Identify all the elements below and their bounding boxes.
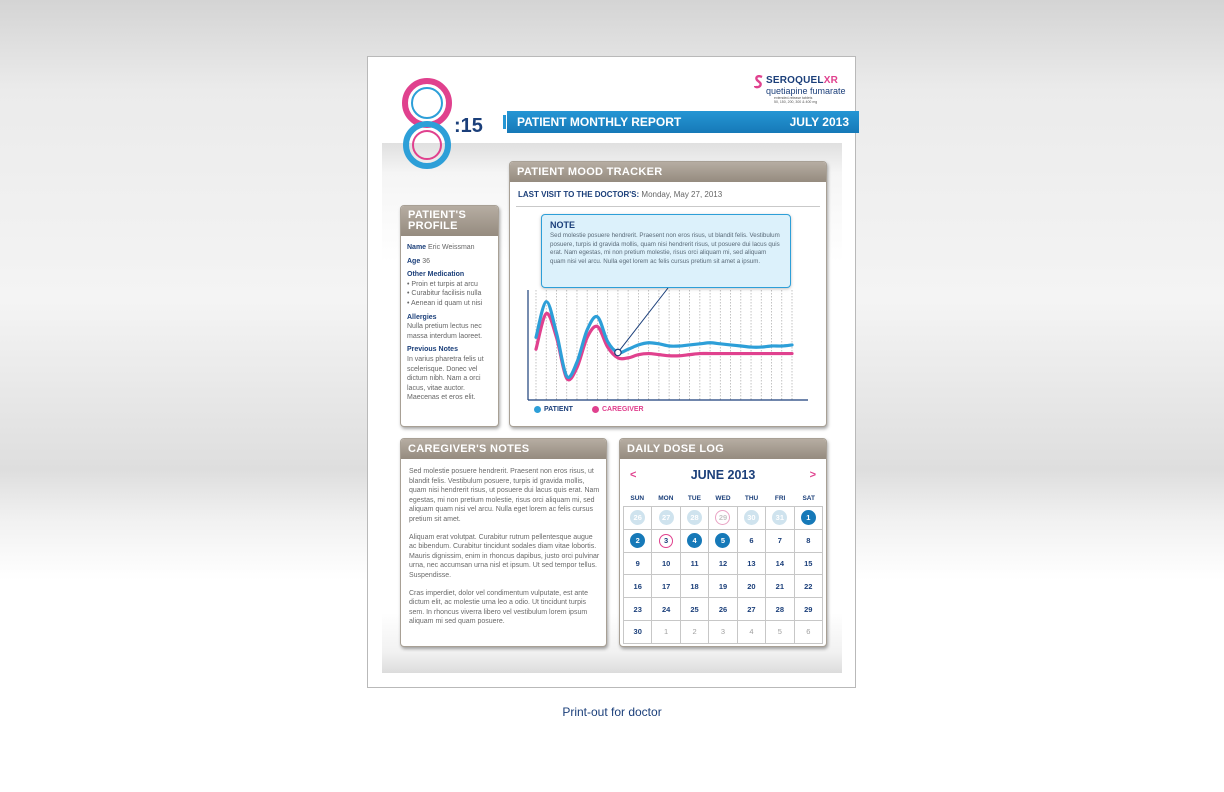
last-visit: LAST VISIT TO THE DOCTOR'S: Monday, May 27, 2013 [518,190,723,199]
calendar-day-number: 22 [804,581,813,591]
legend-patient: PATIENT [534,406,573,413]
report-month: JULY 2013 [789,115,849,129]
brand-name: SEROQUELXR [766,75,839,86]
weekday-label: THU [744,495,759,502]
calendar-day-number: 23 [633,604,642,614]
calendar-day-number: 17 [661,581,671,591]
calendar-day[interactable] [681,575,709,598]
calendar-day-number: 5 [777,627,782,637]
calendar-day-number: 20 [747,581,756,591]
patient-profile-panel [400,205,499,427]
calendar-day[interactable] [681,530,709,553]
calendar-day-number: 30 [744,510,759,525]
calendar-day[interactable] [795,598,823,621]
calendar-day[interactable] [738,553,766,576]
mood-tracker-title: PATIENT MOOD TRACKER [510,162,826,182]
legend-patient-dot [534,406,541,413]
calendar-day[interactable] [795,507,823,530]
series-line-patient [536,302,792,378]
note-text: Sed molestie posuere hendrerit. Praesent non eros risus, ut blandit felis. Vestibulum posuere, turpis id gravida mollis, quam nisi hendrerit risus, ut posuere dui lacus quis erat. Nam egestas, mi non pretium molestie, risus orci aliquam mi, sed aliquam quam nisi vel arcu. Nulla eget lorem ac felis cursus pretium sit amet a ipsum. [550,232,780,265]
previous-notes-text: In varius pharetra felis ut scelerisque. Donec vel dictum nibh. Nam a orci lacus, vitae auctor. Maecenas et eros elit. [407,355,484,402]
calendar-day[interactable] [738,507,766,530]
calendar-day-number: 12 [718,558,728,568]
calendar-day-number: 15 [804,558,813,568]
calendar-day-number: 26 [718,604,728,614]
weekday-label: MON [658,495,674,502]
calendar-day-number: 10 [661,558,671,568]
report-header-bar [507,111,859,133]
calendar-day[interactable] [681,621,709,644]
brand-generic: quetiapine fumarate [766,86,846,96]
prev-month-button[interactable]: < [630,469,637,481]
calendar-day-number: 1 [801,510,816,525]
calendar-day[interactable] [624,575,652,598]
calendar-day-number: 11 [690,558,699,568]
profile-title: PATIENT'S PROFILE [401,206,498,236]
brand-s-icon [754,75,764,89]
calendar-day[interactable] [795,553,823,576]
calendar-day[interactable] [681,553,709,576]
calendar-day[interactable] [652,507,680,530]
calendar-day[interactable] [738,530,766,553]
calendar-day-number: 13 [747,558,756,568]
calendar-day-number: 29 [715,510,730,525]
caregiver-notes-body [409,467,600,635]
calendar-day-number: 6 [806,627,811,637]
med-item: • Curabitur facilisis nulla [407,290,482,298]
calendar-day[interactable] [738,598,766,621]
note-title: NOTE [550,220,576,230]
calendar-day[interactable] [738,575,766,598]
calendar-day-number: 5 [715,533,730,548]
report-sheet [367,56,856,688]
calendar-days [623,506,823,644]
legend-caregiver-dot [592,406,599,413]
calendar-day-number: 18 [690,581,699,591]
calendar-day[interactable] [766,598,794,621]
calendar-day-number: 28 [687,510,702,525]
calendar-day-number: 4 [749,627,754,637]
annotation-point [615,349,621,355]
calendar-day-number: 9 [635,558,640,568]
calendar-day[interactable] [766,575,794,598]
calendar-day-number: 25 [690,604,699,614]
brand-fine-print: extended-release tablets 50, 150, 200, 300 & 400 mg [774,96,818,104]
calendar-day[interactable] [624,507,652,530]
calendar-day[interactable] [738,621,766,644]
calendar-day[interactable] [709,507,737,530]
allergies-label: Allergies [407,313,437,321]
calendar-day[interactable] [766,621,794,644]
meds-label: Other Medication [407,271,465,279]
calendar-day[interactable] [766,553,794,576]
calendar-day-number: 27 [747,604,756,614]
weekday-row [623,492,823,506]
calendar-day-number: 30 [633,627,642,637]
calendar-grid [623,492,823,644]
calendar-day[interactable] [766,507,794,530]
caregiver-notes-title: CAREGIVER'S NOTES [401,439,606,459]
calendar-day[interactable] [624,598,652,621]
calendar-day[interactable] [681,598,709,621]
next-month-button[interactable]: > [809,469,816,481]
calendar-day[interactable] [766,530,794,553]
profile-name: Name Eric Weissman [407,244,475,251]
dose-log-title: DAILY DOSE LOG [620,439,826,459]
calendar-day[interactable] [709,553,737,576]
calendar-day[interactable] [795,575,823,598]
calendar-day[interactable] [652,530,680,553]
weekday-label: SUN [630,495,645,502]
calendar-day[interactable] [709,530,737,553]
caregiver-paragraph: Aliquam erat volutpat. Curabitur rutrum pellentesque augue ac bibendum. Curabitur tincidunt sodales diam vitae lobortis. Mauris dignissim, enim in rhoncus dapibus, justo orci pulvinar urna, nec accumsan urna nisl et ipsum. Ut sed tempor tellus. Suspendisse. [409,533,600,579]
calendar-day[interactable] [652,621,680,644]
mood-tracker-panel [509,161,827,427]
weekday-label: SAT [802,495,815,502]
calendar-day-number: 2 [630,533,645,548]
allergies-text: Nulla pretium lectus nec massa interdum laoreet. [407,323,483,340]
calendar-day[interactable] [795,530,823,553]
caregiver-notes-panel [400,438,607,647]
calendar-header [620,463,826,487]
calendar-day[interactable] [652,553,680,576]
med-item: • Proin et turpis at arcu [407,280,478,288]
calendar-day-number: 3 [659,534,673,548]
calendar-day-number: 29 [804,604,813,614]
calendar-day-number: 7 [777,536,782,546]
calendar-day-number: 16 [633,581,642,591]
daily-dose-log-panel [619,438,827,647]
calendar-day[interactable] [624,530,652,553]
calendar-day[interactable] [652,575,680,598]
calendar-day-number: 19 [718,581,728,591]
calendar-day-number: 8 [806,536,811,546]
legend-caregiver: CAREGIVER [592,406,644,413]
calendar-day[interactable] [709,621,737,644]
previous-notes-label: Previous Notes [407,346,458,354]
logo-text: :15 [454,115,483,137]
calendar-day-number: 27 [659,510,674,525]
calendar-day-number: 31 [772,510,787,525]
calendar-day-number: 28 [775,604,785,614]
calendar-day[interactable] [624,553,652,576]
app-logo [394,71,494,171]
calendar-month: JUNE 2013 [690,468,756,482]
med-item: • Aenean id quam ut nisi [407,299,483,307]
calendar-day-number: 24 [661,604,671,614]
calendar-day[interactable] [681,507,709,530]
calendar-day-number: 2 [692,627,697,637]
calendar-day-number: 21 [775,581,785,591]
calendar-day[interactable] [709,575,737,598]
profile-age: Age 36 [407,257,430,265]
calendar-day-number: 14 [775,558,785,568]
calendar-day[interactable] [795,621,823,644]
weekday-label: FRI [774,495,786,502]
caregiver-paragraph: Sed molestie posuere hendrerit. Praesent non eros risus, ut blandit felis. Vestibulum posuere, turpis id gravida mollis, quam nisi hendrerit risus, ut posuere dui lacus quis erat. Nam egestas, mi non pretium molestie, risus orci aliquam mi, sed aliquam quam nisi vel arcu. Nulla eget lorem ac felis cursus pretium sit amet. [409,468,600,523]
profile-body [407,243,494,403]
mood-chart [510,162,826,426]
weekday-label: WED [715,495,731,502]
calendar-day[interactable] [709,598,737,621]
weekday-label: TUE [687,495,701,502]
brand-logo [754,73,844,107]
caregiver-paragraph: Cras imperdiet, dolor vel condimentum vulputate, est ante dictum elit, ac molestie urna leo a odio. Ut tincidunt turpis sem. In rhoncus viverra libero vel vestibulum lorem ipsum aliquam mi sed quam posuere. [409,589,588,626]
note-callout[interactable] [541,214,791,288]
calendar-day-number: 1 [664,627,669,637]
calendar-day-number: 6 [749,536,754,546]
calendar-day-number: 26 [630,510,645,525]
caption: Print-out for doctor [562,705,662,719]
calendar-day-number: 3 [720,627,726,637]
calendar-day[interactable] [624,621,652,644]
report-title: PATIENT MONTHLY REPORT [517,115,682,129]
calendar-day[interactable] [652,598,680,621]
calendar-day-number: 4 [687,533,702,548]
